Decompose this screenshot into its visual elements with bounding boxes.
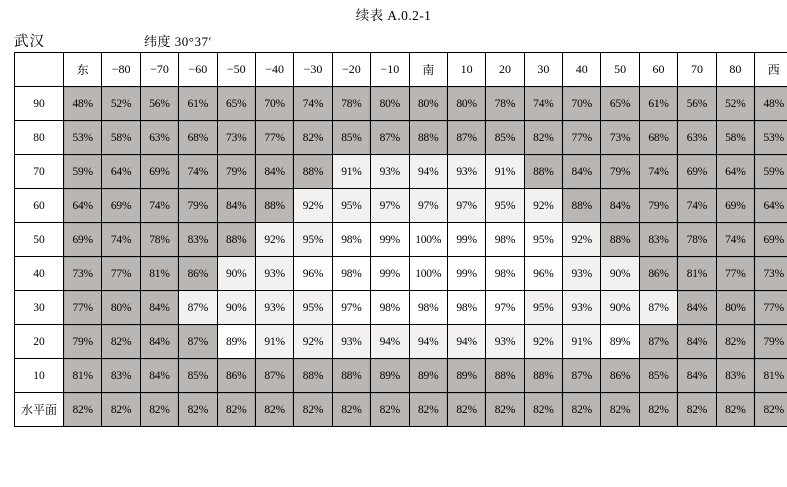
data-cell: 86% [217, 359, 255, 393]
data-cell: 82% [486, 393, 524, 427]
data-cell: 91% [486, 155, 524, 189]
data-cell: 95% [332, 189, 370, 223]
data-cell: 87% [371, 121, 409, 155]
data-cell: 81% [678, 257, 716, 291]
data-cell: 82% [524, 393, 562, 427]
column-header: −10 [371, 53, 409, 87]
data-cell: 98% [447, 291, 485, 325]
data-cell: 48% [64, 87, 102, 121]
data-cell: 87% [447, 121, 485, 155]
data-cell: 94% [447, 325, 485, 359]
data-cell: 84% [601, 189, 639, 223]
data-cell: 69% [140, 155, 178, 189]
data-cell: 73% [217, 121, 255, 155]
data-cell: 95% [294, 223, 332, 257]
table-row [15, 87, 787, 121]
data-cell: 96% [524, 257, 562, 291]
data-cell: 82% [639, 393, 677, 427]
data-cell: 82% [601, 393, 639, 427]
data-cell: 69% [64, 223, 102, 257]
data-cell: 95% [294, 291, 332, 325]
data-cell: 73% [64, 257, 102, 291]
data-cell: 97% [486, 291, 524, 325]
data-cell: 74% [102, 223, 140, 257]
data-cell: 79% [601, 155, 639, 189]
latitude-label: 纬度 30°37′ [144, 34, 212, 49]
data-cell: 68% [179, 121, 217, 155]
data-cell: 61% [179, 87, 217, 121]
data-cell: 99% [447, 257, 485, 291]
data-cell: 53% [755, 121, 787, 155]
data-cell: 98% [409, 291, 447, 325]
data-cell: 70% [563, 87, 601, 121]
data-cell: 83% [179, 223, 217, 257]
data-cell: 97% [447, 189, 485, 223]
data-cell: 59% [64, 155, 102, 189]
table-row [15, 359, 787, 393]
data-cell: 82% [755, 393, 787, 427]
data-cell: 88% [601, 223, 639, 257]
data-cell: 74% [678, 189, 716, 223]
data-cell: 63% [678, 121, 716, 155]
table-row [15, 393, 787, 427]
data-cell: 82% [524, 121, 562, 155]
data-cell: 79% [179, 189, 217, 223]
table-header-line [14, 30, 774, 50]
table-row [15, 291, 787, 325]
data-cell: 82% [332, 393, 370, 427]
data-cell: 99% [371, 257, 409, 291]
data-cell: 77% [755, 291, 787, 325]
column-header: 东 [64, 53, 102, 87]
data-cell: 82% [255, 393, 293, 427]
data-cell: 73% [755, 257, 787, 291]
data-cell: 77% [102, 257, 140, 291]
row-header: 10 [15, 359, 64, 393]
data-cell: 98% [332, 223, 370, 257]
data-cell: 89% [447, 359, 485, 393]
data-cell: 88% [332, 359, 370, 393]
data-cell: 59% [755, 155, 787, 189]
data-table [14, 52, 787, 427]
data-cell: 84% [140, 291, 178, 325]
data-cell: 87% [639, 291, 677, 325]
data-cell: 89% [601, 325, 639, 359]
data-cell: 92% [563, 223, 601, 257]
data-cell: 74% [639, 155, 677, 189]
data-cell: 82% [64, 393, 102, 427]
data-cell: 74% [179, 155, 217, 189]
data-cell: 80% [409, 87, 447, 121]
data-cell: 78% [332, 87, 370, 121]
data-cell: 65% [217, 87, 255, 121]
row-header: 40 [15, 257, 64, 291]
data-cell: 86% [179, 257, 217, 291]
data-cell: 93% [563, 257, 601, 291]
table-row [15, 257, 787, 291]
table-row [15, 223, 787, 257]
data-cell: 92% [255, 223, 293, 257]
data-cell: 81% [64, 359, 102, 393]
data-cell: 58% [716, 121, 754, 155]
data-cell: 86% [601, 359, 639, 393]
data-cell: 68% [639, 121, 677, 155]
data-cell: 87% [179, 325, 217, 359]
column-header: 60 [639, 53, 677, 87]
data-cell: 78% [140, 223, 178, 257]
data-cell: 64% [755, 189, 787, 223]
column-header: 70 [678, 53, 716, 87]
data-cell: 87% [639, 325, 677, 359]
data-cell: 91% [332, 155, 370, 189]
data-cell: 81% [755, 359, 787, 393]
data-cell: 99% [447, 223, 485, 257]
data-cell: 95% [524, 223, 562, 257]
data-cell: 95% [524, 291, 562, 325]
data-cell: 82% [294, 393, 332, 427]
column-header: 西 [755, 53, 787, 87]
data-cell: 98% [486, 257, 524, 291]
data-cell: 69% [716, 189, 754, 223]
data-cell: 90% [601, 291, 639, 325]
data-cell: 56% [678, 87, 716, 121]
column-header: −60 [179, 53, 217, 87]
row-header: 50 [15, 223, 64, 257]
data-cell: 88% [255, 189, 293, 223]
data-cell: 74% [524, 87, 562, 121]
column-header: 40 [563, 53, 601, 87]
data-cell: 84% [678, 291, 716, 325]
data-cell: 79% [64, 325, 102, 359]
data-cell: 84% [140, 359, 178, 393]
data-cell: 88% [294, 359, 332, 393]
data-cell: 87% [255, 359, 293, 393]
data-cell: 89% [409, 359, 447, 393]
data-cell: 58% [102, 121, 140, 155]
data-cell: 82% [179, 393, 217, 427]
column-header: 20 [486, 53, 524, 87]
data-cell: 90% [601, 257, 639, 291]
data-cell: 53% [64, 121, 102, 155]
data-cell: 84% [563, 155, 601, 189]
data-cell: 82% [563, 393, 601, 427]
data-cell: 91% [563, 325, 601, 359]
data-cell: 97% [371, 189, 409, 223]
data-cell: 82% [716, 393, 754, 427]
data-cell: 100% [409, 257, 447, 291]
data-cell: 69% [755, 223, 787, 257]
data-cell: 86% [639, 257, 677, 291]
data-cell: 56% [140, 87, 178, 121]
data-cell: 78% [486, 87, 524, 121]
column-header: −20 [332, 53, 370, 87]
data-cell: 64% [102, 155, 140, 189]
column-header: 80 [716, 53, 754, 87]
data-cell: 88% [409, 121, 447, 155]
table-row [15, 189, 787, 223]
data-cell: 83% [102, 359, 140, 393]
data-cell: 82% [102, 325, 140, 359]
data-cell: 97% [332, 291, 370, 325]
data-cell: 82% [409, 393, 447, 427]
data-cell: 84% [217, 189, 255, 223]
column-header: 南 [409, 53, 447, 87]
column-header: −40 [255, 53, 293, 87]
data-cell: 80% [371, 87, 409, 121]
table-row [15, 325, 787, 359]
data-cell: 96% [294, 257, 332, 291]
row-header: 90 [15, 87, 64, 121]
data-cell: 94% [409, 325, 447, 359]
column-header: −70 [140, 53, 178, 87]
data-cell: 89% [371, 359, 409, 393]
data-cell: 78% [678, 223, 716, 257]
data-cell: 74% [140, 189, 178, 223]
data-cell: 95% [486, 189, 524, 223]
data-cell: 80% [447, 87, 485, 121]
data-cell: 88% [524, 155, 562, 189]
column-header: −30 [294, 53, 332, 87]
data-cell: 89% [217, 325, 255, 359]
table-row [15, 155, 787, 189]
data-cell: 85% [332, 121, 370, 155]
data-cell: 77% [255, 121, 293, 155]
table-corner-cell [15, 53, 64, 87]
data-cell: 90% [217, 257, 255, 291]
column-header: 30 [524, 53, 562, 87]
data-cell: 84% [255, 155, 293, 189]
data-cell: 82% [447, 393, 485, 427]
data-cell: 80% [716, 291, 754, 325]
data-cell: 83% [639, 223, 677, 257]
data-cell: 79% [217, 155, 255, 189]
data-cell: 70% [255, 87, 293, 121]
data-cell: 93% [255, 257, 293, 291]
data-cell: 94% [409, 155, 447, 189]
data-cell: 99% [371, 223, 409, 257]
data-cell: 64% [716, 155, 754, 189]
data-cell: 92% [294, 189, 332, 223]
data-cell: 100% [409, 223, 447, 257]
data-cell: 88% [217, 223, 255, 257]
data-cell: 82% [102, 393, 140, 427]
data-cell: 81% [140, 257, 178, 291]
table-row [15, 121, 787, 155]
data-cell: 85% [639, 359, 677, 393]
data-cell: 93% [255, 291, 293, 325]
data-cell: 82% [140, 393, 178, 427]
data-cell: 82% [294, 121, 332, 155]
data-cell: 82% [678, 393, 716, 427]
row-header: 80 [15, 121, 64, 155]
data-cell: 84% [678, 325, 716, 359]
data-cell: 64% [64, 189, 102, 223]
data-cell: 79% [639, 189, 677, 223]
data-cell: 77% [64, 291, 102, 325]
data-cell: 82% [716, 325, 754, 359]
data-cell: 92% [524, 325, 562, 359]
data-cell: 98% [486, 223, 524, 257]
page-title: 续表 A.0.2-1 [355, 8, 432, 23]
data-cell: 80% [102, 291, 140, 325]
data-cell: 69% [678, 155, 716, 189]
data-cell: 90% [217, 291, 255, 325]
row-header: 30 [15, 291, 64, 325]
data-cell: 93% [332, 325, 370, 359]
data-cell: 52% [716, 87, 754, 121]
data-cell: 73% [601, 121, 639, 155]
data-cell: 77% [563, 121, 601, 155]
column-header: −80 [102, 53, 140, 87]
data-cell: 93% [563, 291, 601, 325]
data-cell: 74% [294, 87, 332, 121]
data-cell: 85% [179, 359, 217, 393]
column-header: 10 [447, 53, 485, 87]
data-cell: 88% [294, 155, 332, 189]
data-cell: 88% [563, 189, 601, 223]
data-cell: 84% [678, 359, 716, 393]
column-header: −50 [217, 53, 255, 87]
data-cell: 63% [140, 121, 178, 155]
data-cell: 77% [716, 257, 754, 291]
data-cell: 97% [409, 189, 447, 223]
data-cell: 94% [371, 325, 409, 359]
data-cell: 48% [755, 87, 787, 121]
data-cell: 93% [486, 325, 524, 359]
data-cell: 87% [563, 359, 601, 393]
data-cell: 82% [217, 393, 255, 427]
data-cell: 87% [179, 291, 217, 325]
data-cell: 79% [755, 325, 787, 359]
data-cell: 92% [294, 325, 332, 359]
table-header-row [15, 53, 787, 87]
data-cell: 91% [255, 325, 293, 359]
row-header: 20 [15, 325, 64, 359]
data-cell: 93% [447, 155, 485, 189]
data-cell: 98% [371, 291, 409, 325]
data-cell: 52% [102, 87, 140, 121]
data-cell: 82% [371, 393, 409, 427]
data-cell: 74% [716, 223, 754, 257]
city-label: 武汉 [14, 34, 45, 50]
data-cell: 98% [332, 257, 370, 291]
row-header: 70 [15, 155, 64, 189]
data-cell: 69% [102, 189, 140, 223]
data-cell: 92% [524, 189, 562, 223]
data-cell: 84% [140, 325, 178, 359]
row-header: 水平面 [15, 393, 64, 427]
data-cell: 93% [371, 155, 409, 189]
data-cell: 65% [601, 87, 639, 121]
data-cell: 88% [524, 359, 562, 393]
row-header: 60 [15, 189, 64, 223]
data-cell: 88% [486, 359, 524, 393]
data-cell: 83% [716, 359, 754, 393]
data-cell: 61% [639, 87, 677, 121]
column-header: 50 [601, 53, 639, 87]
data-cell: 85% [486, 121, 524, 155]
